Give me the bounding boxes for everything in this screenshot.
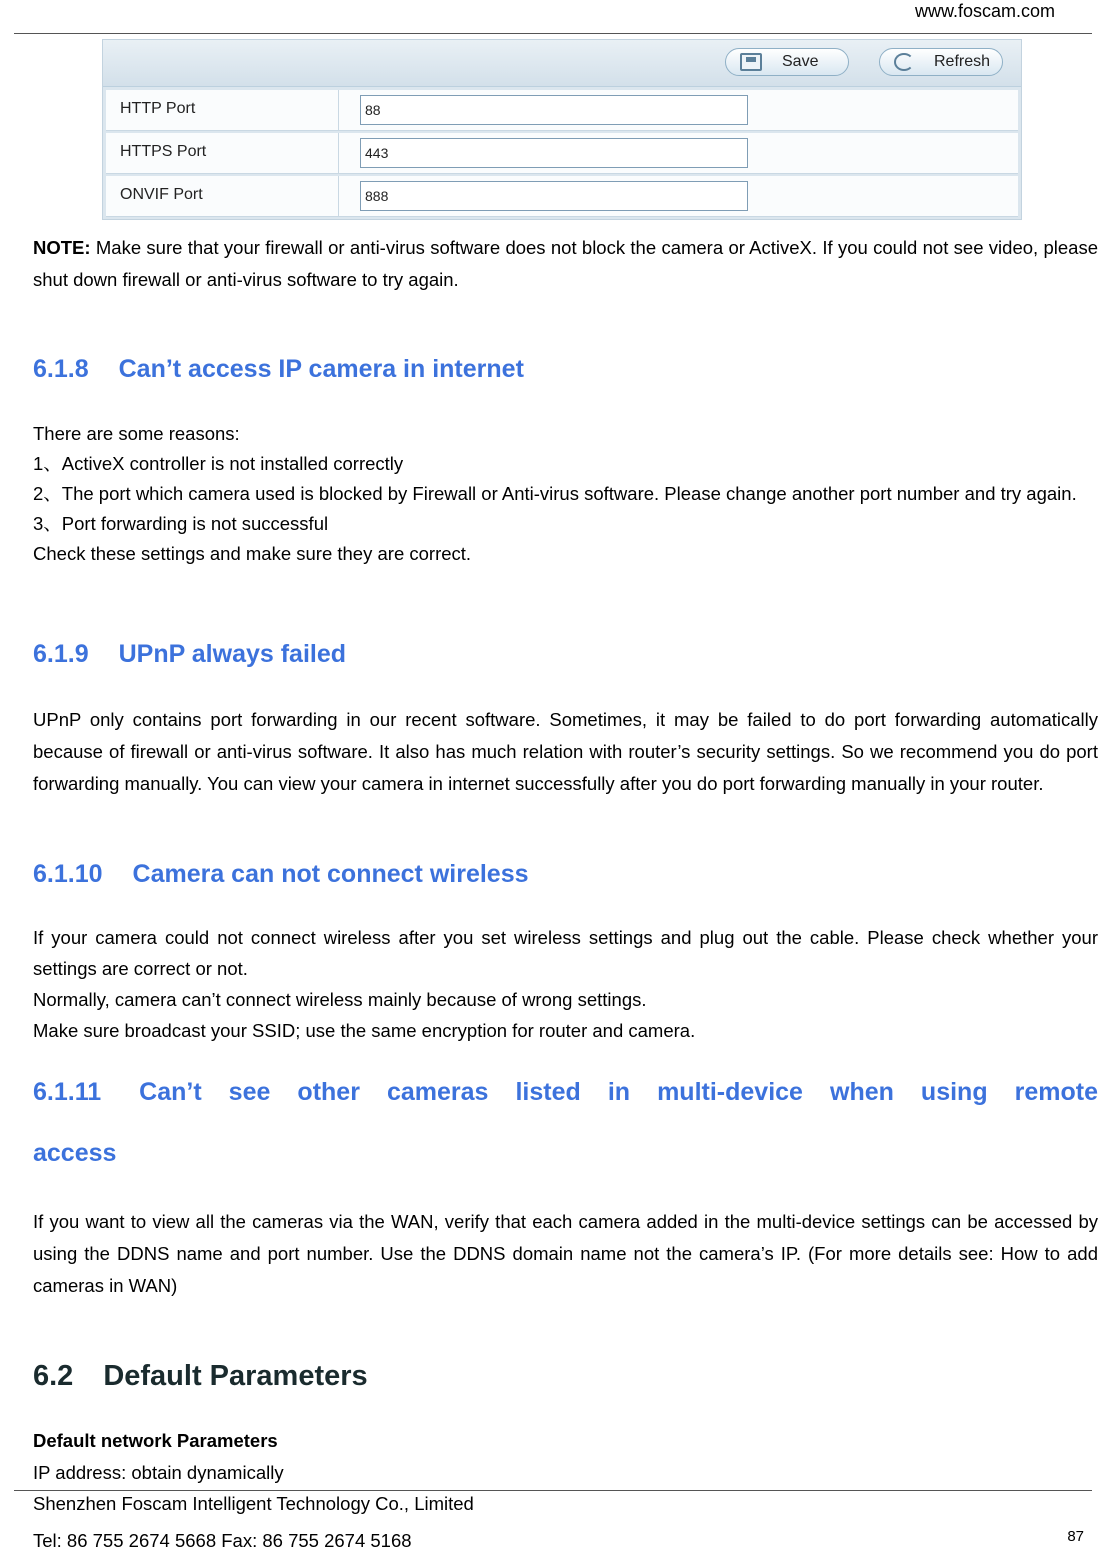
save-button-label: Save [782, 53, 819, 70]
footer-divider [14, 1490, 1092, 1491]
body-line: There are some reasons: [33, 423, 240, 444]
section-title: Can’t see other cameras listed in multi-device when using remote [139, 1078, 1098, 1106]
footer-company: Shenzhen Foscam Intelligent Technology Co., Limited [33, 1493, 474, 1514]
section-number: 6.1.9 [33, 640, 89, 668]
section-title: UPnP always failed [118, 640, 347, 668]
row-separator [338, 90, 339, 130]
body-line: 1、ActiveX controller is not installed correctly [33, 453, 404, 474]
section-6-1-10-body [33, 922, 1098, 1046]
https-port-row [106, 133, 1018, 174]
section-6-2-body [33, 1425, 1098, 1489]
section-title-line-2: access [33, 1139, 117, 1167]
onvif-port-input[interactable] [360, 181, 748, 211]
body-line: Check these settings and make sure they are correct. [33, 543, 472, 564]
body-line: 3、Port forwarding is not successful [33, 513, 329, 534]
body-line: 2、The port which camera used is blocked by Firewall or Anti-virus software. Please change another port number and try again. [33, 483, 1077, 504]
section-title: Camera can not connect wireless [132, 860, 529, 888]
section-title-line-1 [33, 1078, 1098, 1107]
section-6-1-11-heading [33, 1078, 1098, 1168]
note-paragraph [33, 232, 1098, 296]
section-6-1-8-body [33, 419, 1098, 569]
refresh-button[interactable] [879, 48, 1003, 76]
footer-contact: Tel: 86 755 2674 5668 Fax: 86 755 2674 5168 [33, 1530, 412, 1551]
port-settings-panel [102, 39, 1022, 220]
section-title: Can’t access IP camera in internet [118, 355, 524, 383]
https-port-input[interactable] [360, 138, 748, 168]
onvif-port-label: ONVIF Port [120, 186, 203, 203]
header-url: www.foscam.com [914, 1, 1055, 21]
save-button[interactable] [725, 48, 849, 76]
body-line: Make sure broadcast your SSID; use the same encryption for router and camera. [33, 1020, 696, 1041]
note-label: NOTE: [33, 237, 91, 258]
section-6-1-9-body: UPnP only contains port forwarding in our recent software. Sometimes, it may be failed to do port forwarding automatically because of firewall or anti-virus software. It also has much relation with router’s security settings. So we recommend you do port forwarding manually. You can view your camera in internet successfully after you do port forwarding manually in your router. [33, 709, 1098, 794]
save-icon [740, 53, 762, 71]
subheading: Default network Parameters [33, 1430, 278, 1451]
header-divider [14, 33, 1092, 34]
body-line: IP address: obtain dynamically [33, 1462, 284, 1483]
row-separator [338, 133, 339, 173]
http-port-row [106, 90, 1018, 131]
section-6-1-11-body: If you want to view all the cameras via the WAN, verify that each camera added in the multi-device settings can be accessed by using the DDNS name and port number. Use the DDNS domain name not the camera’s IP. (For more details see: How to add cameras in WAN) [33, 1211, 1098, 1296]
section-6-2-heading [33, 1360, 368, 1393]
section-number: 6.2 [33, 1360, 74, 1392]
onvif-port-row [106, 176, 1018, 217]
row-separator [338, 176, 339, 216]
section-number: 6.1.8 [33, 355, 89, 383]
refresh-button-label: Refresh [934, 53, 991, 70]
section-6-1-10-heading [33, 860, 529, 889]
section-6-1-8-heading [33, 355, 524, 384]
refresh-icon [894, 53, 914, 71]
body-line: Normally, camera can’t connect wireless mainly because of wrong settings. [33, 989, 647, 1010]
body-line: If your camera could not connect wireless after you set wireless settings and plug out the cable. Please check whether your settings are correct or not. [33, 927, 1098, 979]
section-6-1-9-heading [33, 640, 346, 669]
https-port-label: HTTPS Port [120, 143, 207, 160]
settings-toolbar [103, 40, 1021, 87]
section-title: Default Parameters [103, 1360, 368, 1392]
note-text: Make sure that your firewall or anti-virus software does not block the camera or ActiveX. If you could not see video, please shut down firewall or anti-virus software to try again. [33, 237, 1098, 290]
section-number: 6.1.10 [33, 860, 103, 888]
http-port-input[interactable] [360, 95, 748, 125]
section-number: 6.1.11 [33, 1078, 102, 1106]
page-number: 87 [1067, 1528, 1084, 1545]
http-port-label: HTTP Port [120, 100, 196, 117]
